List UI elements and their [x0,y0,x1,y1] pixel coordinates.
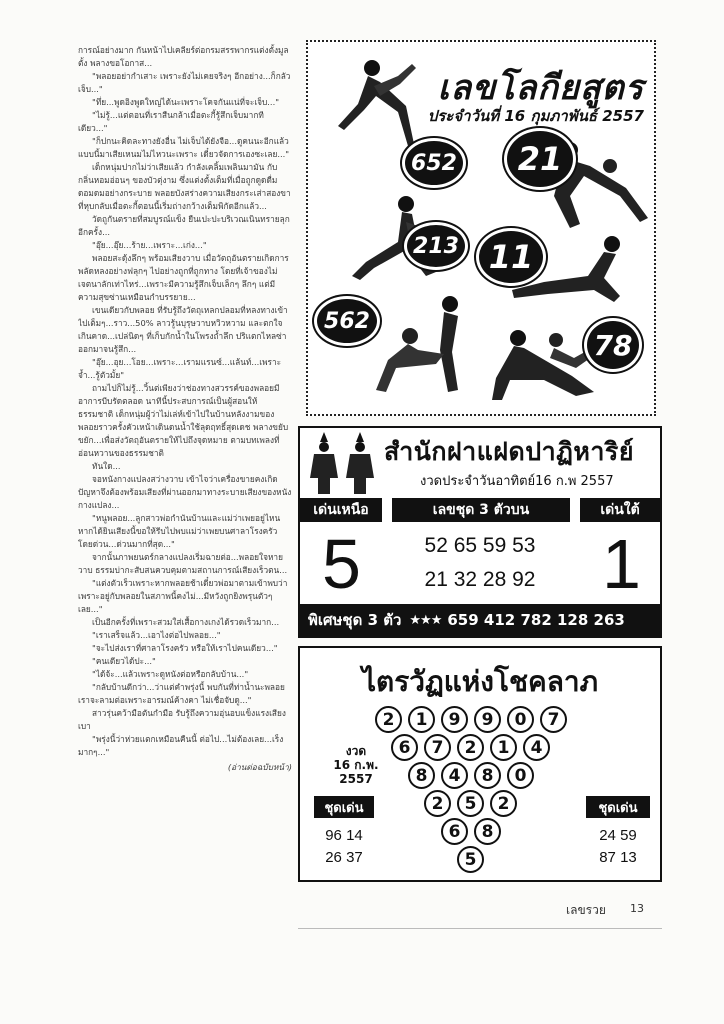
number-badge: 11 [476,228,546,286]
north-header: เด่นเหนือ [300,498,382,522]
office-date: งวดประจำวันอาทิตย์16 ก.พ 2557 [420,474,614,489]
article-paragraph: "กลับบ้านดีกว่า...ว่าแต่คำพรุ่งนี้ พบกันที่ท่าน้ำนะพลอย เราจะลามต่อเพราะอารมณ์ค้างคา ไม่เชื่อจับดู..." [78,682,285,705]
left-pick-value: 96 14 [325,827,363,844]
article-paragraph: สาวรุ่นคว้ามือตันกำมือ รับรู้ถึงความอุ่นอบแข็งแรงเสียงเบา [78,708,286,731]
number-badge: 78 [584,318,642,372]
article-paragraph: การณ์อย่างมาก กันหน้าไปเคลียร์ต่อกรมสรรพากรแต่งตั้งมูลตั้ง พลางขอโอกาส... [78,45,289,68]
office-title: สำนักฝาแฝดปาฏิหาริย์ [384,437,634,466]
set-header: เลขชุด 3 ตัวบน [392,498,570,522]
formula-date: ประจำวันที่ 16 กุมภาพันธ์ 2557 [427,107,644,125]
north-digit: 5 [322,525,361,603]
article-paragraph: จอหนังกางแปลงสว่างวาบ เข้าไจว่าเครื่องขายคงเกิดปัญหาจึงต้องพร้อมเสียงที่ผ่านออกมาทางระบายเสียงของหนังกางแปลง... [78,474,292,510]
number-ball: 5 [457,846,484,873]
article-paragraph: จากนั้นภาพยนตร์กลางแปลงเริ่มฉายต่อ...พลอยใจหายวาบ ธรรมบ่ากะสับสนควบคุมตามสถานการณ์เสียงเร็วตน... [78,552,288,575]
left-pick-value: 26 37 [325,849,363,866]
right-pick-value: 87 13 [599,849,637,866]
right-pick-value: 24 59 [599,827,637,844]
number-ball: 9 [474,706,501,733]
number-ball: 4 [523,734,550,761]
number-ball: 8 [474,818,501,845]
star-icons: ★★★ [409,612,442,628]
number-badge: 652 [402,138,466,188]
footer-divider [298,928,662,929]
luck-title: ไตรวัฏแห่งโชคลาภ [361,665,599,698]
continue-note: (อ่านต่อฉบับหน้า) [227,762,292,772]
right-pick-header: ชุดเด่น [586,796,650,818]
office-header [300,428,660,496]
article-paragraph: วัดถูกันตรายที่สมบูรณ์แข็ง ยืนเปะปะบริเวณเนินทรายลุกอีกครั้ง... [78,214,290,237]
number-ball: 1 [490,734,517,761]
article-paragraph: "ก็ปกนะคิดละทางยังอื่น ไม่เจ็บได้ยังจือ...ดูคนนะอีกแล้ว แบบนี้มาเสียเหนมไม่ไหวนะเพราะ เดี๋ยวจัดการเองซะเลย..." [78,136,290,159]
formula-title: เลขโลกียสูตร [437,68,644,108]
number-ball: 6 [441,818,468,845]
special-set-label: พิเศษชุด 3 ตัว [308,611,402,629]
page-number: 13 [630,902,644,915]
magazine-name: เลขรวย [566,903,606,917]
article-paragraph: "เราเสร็จแล้ว...เอาไงต่อไปพลอย..." [92,630,221,640]
number-badge: 21 [504,128,576,190]
number-ball: 5 [457,790,484,817]
article-column [78,44,292,866]
article-paragraph: เขนเดียวกับพลอย ที่รับรู้ถึงวัตถุเหลกปลอมที่หลงทางเข้าไปเต็มๆ...ราว...50% ลาวรู้นบุรุษวาบหวิวหวาม และตกใจเกินคาด...เปล่นิดๆ ที่เก็บกักน้ำในโพรงถ้ำลึก ปริแตกไหลซ่าออกมาจนรู้สึก... [78,305,288,354]
left-pick-header: ชุดเด่น [314,796,374,818]
special-set-values: 659 412 782 128 263 [447,611,625,629]
article-paragraph: เด็กหนุ่มปากไม่ว่าเสียแล้ว กำลังเคลิ้มเพลินมามัน กับกลิ่นหอมอ่อนๆ ของบัวตุ่งาม ซึ่งแต่งตั้งเต็มที่เมื่อถูกดูดดื่ม ดอมดมอย่างกระบาย พลอยบังสร่างความเสียงกระเส่าสองขา ที่หุบกลับเมื่อตะกี้ตอนนี้เริ่มถ่างกว้างเต็มพิกัดอีกแล้ว... [78,162,291,211]
article-paragraph: ถามไปก็ไม่รู้...วิ้นต่เพียงว่าช่องทางสวรรค์ของพลอยมีอาการบีบรัดตลอด นาทีนี้ประสบการณ์เป็นผู้สอนให้ธรรมชาติ เด็กหนุ่มผู้ว่าไม่เล่ห์เข้าไปในบ้านหลังงามของพลอยราวครั้งคัวเหน้าเดินดนน้ำใช้ลุดฤทธิ์สุดเดช พลางขยับขยัก...เพื่อส่งวัตถุอันตรายให้ไปถึงจุดหมาย ตามบทเพลงที่อ่อนหวานของธรรมชาติ [78,383,289,458]
article-paragraph: "ทึ่ย...พูดอิงพูดใหญ่ได้นะเพราะโคจกันแน่ที่จะเจ็บ..." [92,97,280,107]
set-numbers-line-2: 21 32 28 92 [424,568,536,591]
special-set-bar [300,604,660,636]
article-paragraph: ทันใด... [92,461,121,471]
formula-panel [306,40,656,416]
number-badge: 213 [404,222,468,270]
twin-office-panel [298,426,662,638]
article-paragraph: "พรุ่งนี้ว่าห่วยแตกเหมือนคืนนี้ ต่อไป...ไม่ต้องเลย...เร็งมากๆ..." [78,734,284,757]
article-paragraph: "ไม่รู้...แต่ตอนที่เราสืนกล้าเมื่อตะกี้รู้สึกเจ็บมากทีเดียว..." [78,110,264,133]
number-ball: 7 [540,706,567,733]
number-ball: 8 [408,762,435,789]
article-paragraph: เป็นอีกครั้งที่เพราะสวมใส่เสื้อกางเกงได้รวดเร็วมาก... [92,617,280,627]
number-ball: 8 [474,762,501,789]
set-numbers-line-1: 52 65 59 53 [424,534,536,557]
article-paragraph: "อุ๊ย...อุ๊ย...ร้าย...เพราะ...เก่ง..." [92,240,207,250]
article-paragraph: พลอยสะดุ้งลึกๆ พร้อมเสียงวาบ เมื่อวัตถุอันตรายเกิดการพลัดหลงอย่างฟลุกๆ ไปอย่างถูกที่ถูกทาง โดยที่เจ้าของไม่เจตนาลักเท่าไหร่...เพราะมีความรู้สึกเจ็บเล็กๆ ลึกๆ แต่มีความสุขซ่านเหมือนกำบรรยาย... [78,253,289,302]
south-header: เด่นใต้ [580,498,660,522]
number-ball: 0 [507,762,534,789]
article-paragraph: "คนเดียวได้ปะ..." [92,656,156,666]
number-ball: 4 [441,762,468,789]
figure-illustration-1 [328,56,420,152]
article-paragraph: "หนูพลอย...ลูกสาวพ่อกำนันบ้านและแม่ว่าเพยอยู่ไหน หากได้ยินเสียงนี้ขอให้รีบไปพบแม่ว่าเพยบนศาลาโรงครัวโดยด่วน...ด่วนมากที่สุด..." [78,513,281,549]
article-paragraph: "อุ๊ย...อุย...โอย...เพราะ...เรามแรนซ์...แล้นท์...เพราะจ้ำ...รู้ตัวมั้ย" [78,357,282,380]
article-paragraph: "แต่งตัวเร็วเพราะหากพลอยช้าเดี๋ยวพ่อมาตามเข้าพบว่าเพราะอยู่กับพลอยในสภาพนี้คงไม่...มีหวังถูกยิงพรุนตัวๆ เลย..." [78,578,288,614]
luck-cycle-panel [298,646,662,882]
guardian-statue-icon [306,432,342,496]
figure-illustration-5 [364,292,496,402]
number-ball: 2 [375,706,402,733]
number-ball: 2 [457,734,484,761]
number-badge: 562 [314,296,380,346]
number-ball: 9 [441,706,468,733]
article-paragraph: "ได้จ้ะ...แล้วเพราะดูหนังต่อหรือกลับบ้าน..." [92,669,249,679]
guardian-statue-icon [342,432,378,496]
number-ball: 7 [424,734,451,761]
number-ball: 0 [507,706,534,733]
draw-date-label: งวด 16 ก.พ. 2557 [333,744,379,786]
number-ball: 6 [391,734,418,761]
article-paragraph: "พลอยอย่ากำเสาะ เพราะยังไม่เคยจริงๆ อีกอย่าง...ก็กลัวเจ็บ..." [78,71,291,94]
number-ball: 1 [408,706,435,733]
south-digit: 1 [602,525,641,603]
article-paragraph: "จะไปส่งเราที่ศาลาโรงครัว หรือให้เราไปคนเดียว..." [92,643,278,653]
number-ball: 2 [424,790,451,817]
number-ball: 2 [490,790,517,817]
